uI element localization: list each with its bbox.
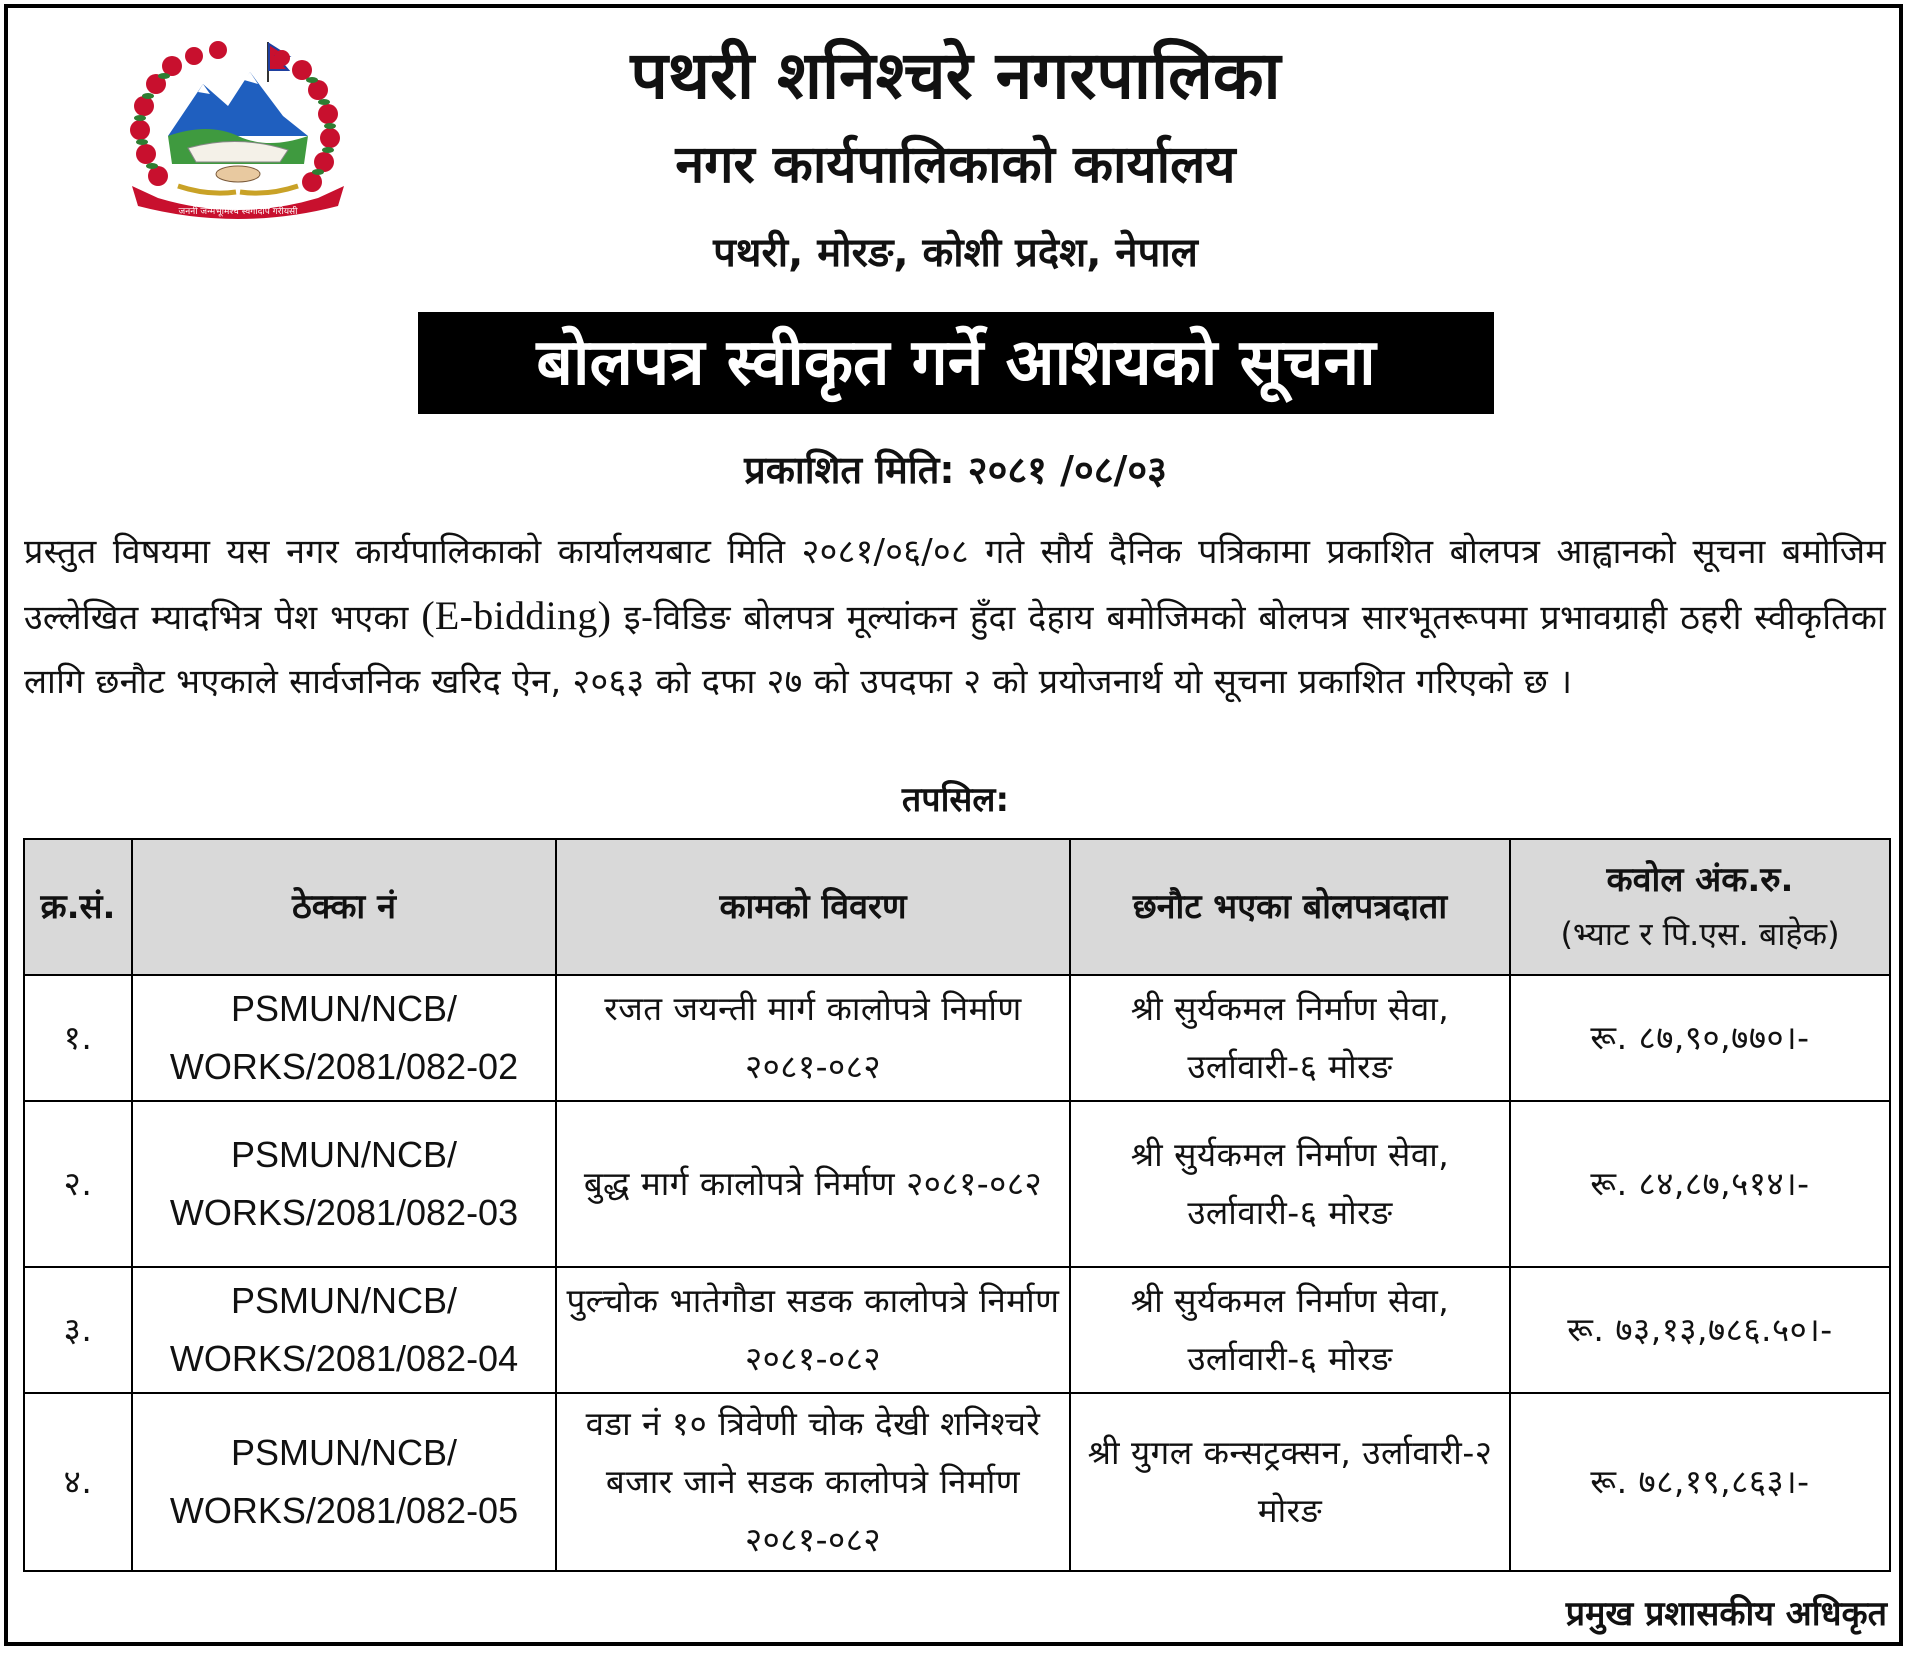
col-header-sn: क्र.सं. (24, 839, 132, 975)
row-work: रजत जयन्ती मार्ग कालोपत्रे निर्माण २०८१-०८२ (556, 975, 1070, 1101)
row-work: बुद्ध मार्ग कालोपत्रे निर्माण २०८१-०८२ (556, 1101, 1070, 1267)
col-header-contract-no: ठेक्का नं (132, 839, 556, 975)
row-bidder: श्री सुर्यकमल निर्माण सेवा, उर्लावारी-६ मोरङ (1070, 975, 1510, 1101)
row-bidder: श्री सुर्यकमल निर्माण सेवा, उर्लावारी-६ मोरङ (1070, 1267, 1510, 1393)
contract-no-line2: WORKS/2081/082-02 (169, 1046, 519, 1087)
row-sn: १. (24, 975, 132, 1101)
row-contract-no (132, 1393, 556, 1571)
contract-no-line2: WORKS/2081/082-05 (169, 1490, 519, 1531)
row-sn: ३. (24, 1267, 132, 1393)
row-amount: रू. ७८,१९,८६३।- (1510, 1393, 1890, 1571)
schedule-heading: तपसिल: (901, 780, 1010, 820)
notice-body-part1: प्रस्तुत विषयमा यस नगर कार्यपालिकाको कार्यालयबाट मिति २०८१/०६/०८ गते सौर्य दैनिक पत्रिकामा प्रकाशित बोलपत्र आह्वानको सूचना बमोजिम उल्लेखित म्यादभित्र पेश भएका (24, 532, 1886, 638)
row-contract-no (132, 1101, 556, 1267)
municipality-name: पथरी शनिश्चरे नगरपालिका (630, 37, 1281, 114)
row-contract-no (132, 1267, 556, 1393)
amount-header-note: (भ्याट र पि.एस. बाहेक) (1560, 915, 1840, 953)
table-row (24, 1393, 1890, 1571)
table-row (24, 1267, 1890, 1393)
row-amount: रू. ७३,१३,७८६.५०।- (1510, 1267, 1890, 1393)
contract-no-line1: PSMUN/NCB/ (230, 1280, 458, 1321)
amount-header-label: कवोल अंक.रु. (1606, 860, 1794, 900)
contract-no-line1: PSMUN/NCB/ (230, 988, 458, 1029)
col-header-amount (1510, 839, 1890, 975)
row-bidder: श्री सुर्यकमल निर्माण सेवा, उर्लावारी-६ मोरङ (1070, 1101, 1510, 1267)
row-contract-no (132, 975, 556, 1101)
row-bidder: श्री युगल कन्सट्रक्सन, उर्लावारी-२ मोरङ (1070, 1393, 1510, 1571)
published-date: प्रकाशित मिति: २०८१ /०८/०३ (744, 448, 1167, 492)
contract-no-line1: PSMUN/NCB/ (230, 1134, 458, 1175)
ebidding-term: (E-bidding) (421, 593, 612, 638)
notice-body-part2: इ-विडिङ बोलपत्र मूल्यांकन हुँदा देहाय बमोजिमको बोलपत्र सारभूतरूपमा प्रभावग्राही ठहरी स्वीकृतिका लागि छनौट भएकाले सार्वजनिक खरिद ऐन, २०६३ को दफा २७ को उपदफा २ को प्रयोजनार्थ यो सूचना प्रकाशित गरिएको छ । (24, 598, 1886, 702)
office-address: पथरी, मोरङ, कोशी प्रदेश, नेपाल (713, 230, 1198, 276)
row-amount: रू. ८४,८७,५१४।- (1510, 1101, 1890, 1267)
contract-no-line2: WORKS/2081/082-03 (169, 1192, 519, 1233)
notice-title-banner: बोलपत्र स्वीकृत गर्ने आशयको सूचना (418, 312, 1494, 414)
col-header-work: कामको विवरण (556, 839, 1070, 975)
row-sn: ४. (24, 1393, 132, 1571)
table-header-row (24, 839, 1890, 975)
signatory-title: प्रमुख प्रशासकीय अधिकृत (1565, 1594, 1887, 1634)
row-work: वडा नं १० त्रिवेणी चोक देखी शनिश्चरे बजार जाने सडक कालोपत्रे निर्माण २०८१-०८२ (556, 1393, 1070, 1571)
row-amount: रू. ८७,९०,७७०।- (1510, 975, 1890, 1101)
notice-body (24, 520, 1886, 714)
col-header-bidder: छनौट भएका बोलपत्रदाता (1070, 839, 1510, 975)
table-row (24, 1101, 1890, 1267)
office-name: नगर कार्यपालिकाको कार्यालय (675, 135, 1236, 195)
contract-no-line2: WORKS/2081/082-04 (169, 1338, 519, 1379)
emblem-motto: जननी जन्मभूमिश्च स्वर्गादपि गरीयसी (178, 207, 298, 217)
bid-table (23, 838, 1891, 1572)
row-work: पुल्चोक भातेगौडा सडक कालोपत्रे निर्माण २०८१-०८२ (556, 1267, 1070, 1393)
row-sn: २. (24, 1101, 132, 1267)
contract-no-line1: PSMUN/NCB/ (230, 1432, 458, 1473)
table-row (24, 975, 1890, 1101)
